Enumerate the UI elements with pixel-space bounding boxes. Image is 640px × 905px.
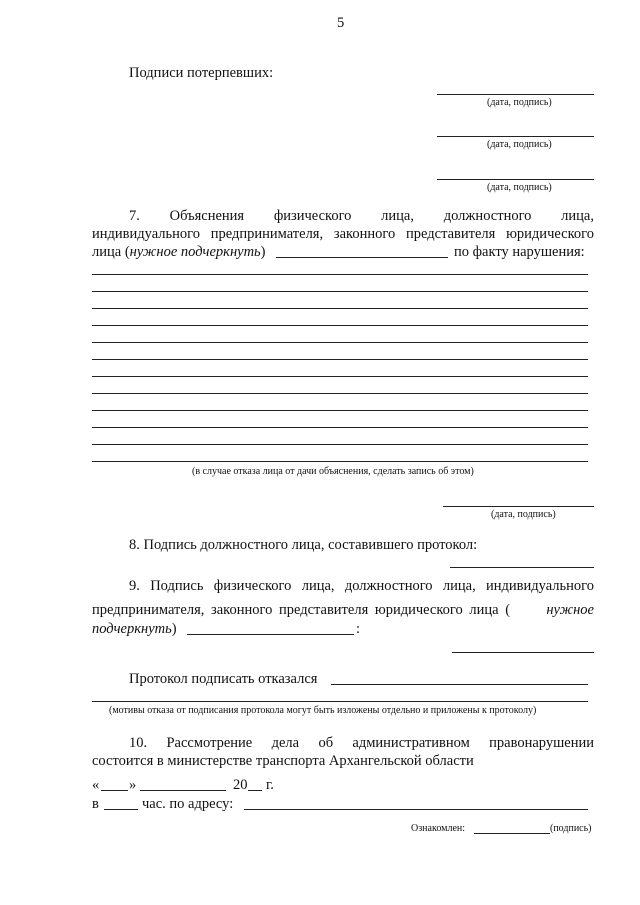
acquainted-label: Ознакомлен: bbox=[411, 823, 466, 834]
section7-line3-prefix: лица ( bbox=[92, 244, 130, 260]
refusal-reason-line[interactable] bbox=[92, 701, 588, 702]
section9-line1: 9. Подпись физического лица, должностного лица, индивидуального bbox=[129, 578, 594, 594]
section7-line2: индивидуального предпринимателя, законного представителя юридического bbox=[92, 226, 594, 242]
explanation-line[interactable] bbox=[92, 342, 588, 343]
explanation-line[interactable] bbox=[92, 461, 588, 462]
section9-line2-text: предпринимателя, законного представителя юридического лица ( bbox=[92, 602, 511, 618]
section9-line2 bbox=[92, 601, 594, 619]
section10-line2: состоится в министерстве транспорта Архангельской области bbox=[92, 753, 474, 769]
section9-colon: : bbox=[356, 621, 361, 637]
section9-signature-line[interactable] bbox=[452, 652, 594, 653]
time-suffix: час. по адресу: bbox=[142, 796, 234, 812]
acquainted-signature-line[interactable] bbox=[474, 833, 550, 834]
victim-signature-line-2[interactable] bbox=[437, 136, 594, 137]
explanation-line[interactable] bbox=[92, 393, 588, 394]
section7-person-field[interactable] bbox=[276, 257, 448, 258]
section8-signature-line[interactable] bbox=[450, 567, 594, 568]
section10-line1: 10. Рассмотрение дела об административном правонарушении bbox=[129, 735, 594, 751]
victims-heading: Подписи потерпевших: bbox=[129, 65, 274, 81]
section9-line3-paren: ) bbox=[171, 621, 177, 637]
time-field[interactable] bbox=[104, 809, 138, 810]
section9-underline-hint: подчеркнуть bbox=[92, 621, 172, 637]
section7-line3 bbox=[92, 243, 266, 261]
explanation-line[interactable] bbox=[92, 376, 588, 377]
refusal-explanation-note: (в случае отказа лица от дачи объяснения, сделать запись об этом) bbox=[192, 466, 474, 477]
victim-caption-3: (дата, подпись) bbox=[487, 182, 552, 193]
explanation-line[interactable] bbox=[92, 427, 588, 428]
victim-signature-line-3[interactable] bbox=[437, 179, 594, 180]
victim-caption-1: (дата, подпись) bbox=[487, 97, 552, 108]
section7-line1: 7. Объяснения физического лица, должностного лица, bbox=[129, 208, 594, 224]
victim-caption-2: (дата, подпись) bbox=[487, 139, 552, 150]
address-field[interactable] bbox=[244, 809, 588, 810]
section7-line3-mid: ) bbox=[260, 244, 266, 260]
date-year-suffix: г. bbox=[266, 777, 274, 793]
time-prefix: в bbox=[92, 796, 99, 812]
explanation-line[interactable] bbox=[92, 325, 588, 326]
date-year-field[interactable] bbox=[248, 790, 262, 791]
date-close-quote: » bbox=[129, 777, 137, 793]
explanation-line[interactable] bbox=[92, 291, 588, 292]
section8-text: 8. Подпись должностного лица, составившего протокол: bbox=[129, 537, 478, 553]
date-day-field[interactable] bbox=[101, 790, 128, 791]
section7-signature-line[interactable] bbox=[443, 506, 594, 507]
explanation-line[interactable] bbox=[92, 359, 588, 360]
page-number: 5 bbox=[337, 15, 345, 31]
section7-line3-suffix: по факту нарушения: bbox=[454, 244, 585, 260]
explanation-line[interactable] bbox=[92, 308, 588, 309]
date-open-quote: « bbox=[92, 777, 100, 793]
section9-line2-italic: нужное bbox=[546, 602, 594, 618]
refusal-note: (мотивы отказа от подписания протокола могут быть изложены отдельно и приложены к протоколу) bbox=[109, 705, 537, 716]
date-month-field[interactable] bbox=[140, 790, 226, 791]
refusal-text: Протокол подписать отказался bbox=[129, 671, 318, 687]
explanation-line[interactable] bbox=[92, 410, 588, 411]
acquainted-signature-caption: (подпись) bbox=[550, 823, 592, 834]
section7-caption: (дата, подпись) bbox=[491, 509, 556, 520]
explanation-line[interactable] bbox=[92, 274, 588, 275]
date-year-prefix: 20 bbox=[233, 777, 248, 793]
section9-person-field[interactable] bbox=[187, 634, 354, 635]
section9-line3 bbox=[92, 620, 177, 638]
refusal-field[interactable] bbox=[331, 684, 588, 685]
victim-signature-line-1[interactable] bbox=[437, 94, 594, 95]
explanation-line[interactable] bbox=[92, 444, 588, 445]
section7-underline-hint: нужное подчеркнуть bbox=[129, 244, 261, 260]
